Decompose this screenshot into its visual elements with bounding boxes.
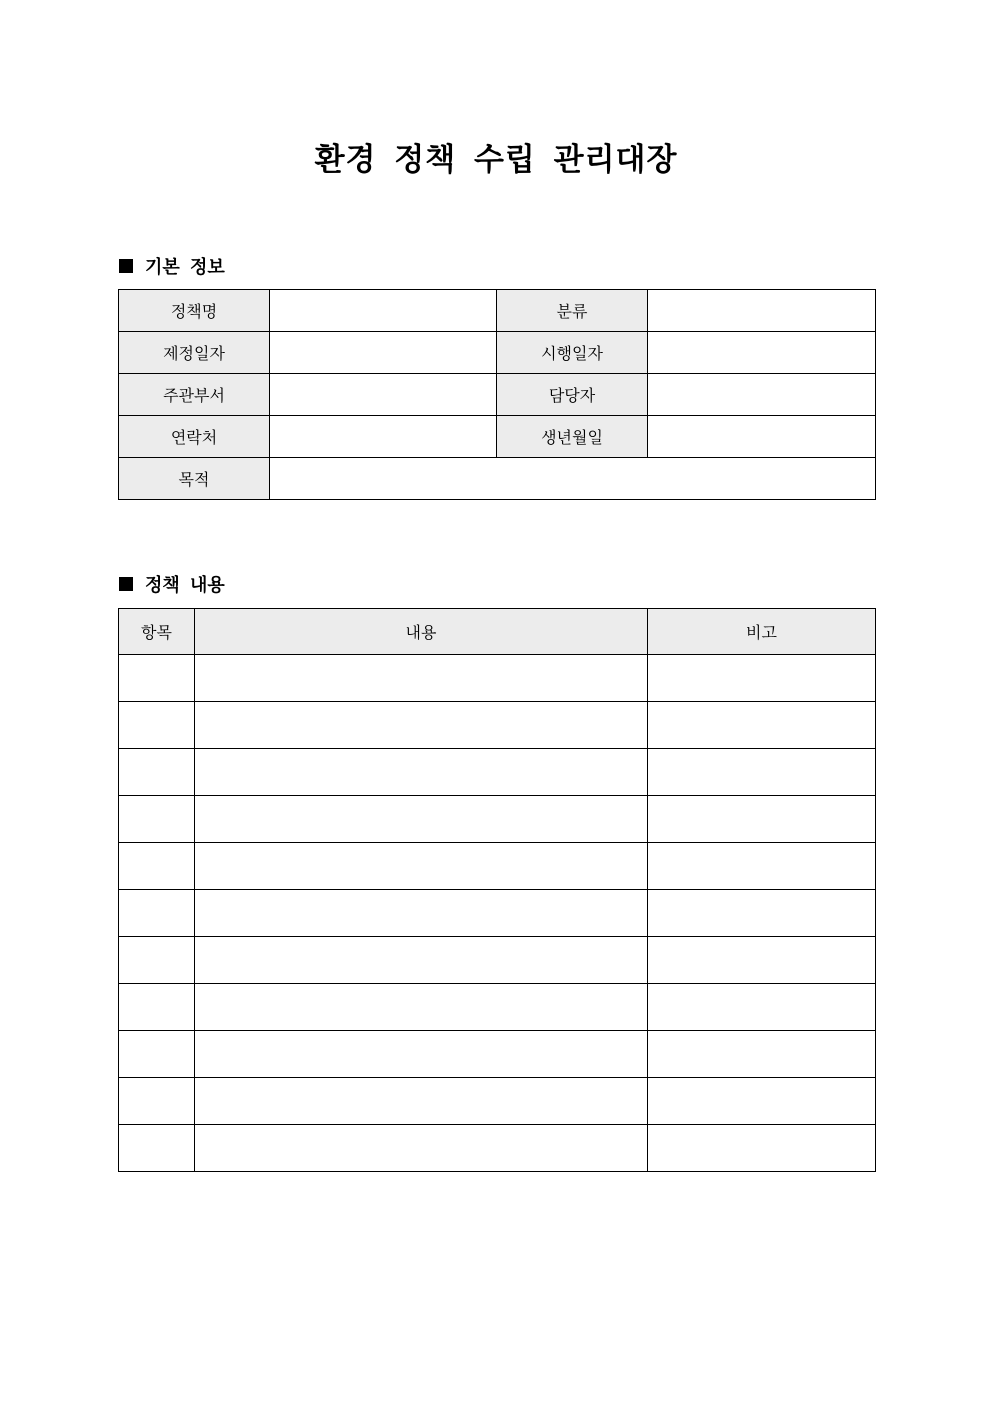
square-bullet-icon (119, 577, 133, 591)
table-row (119, 796, 876, 843)
table-row (119, 843, 876, 890)
column-header-item: 항목 (119, 609, 195, 655)
enactment-date-field[interactable] (270, 332, 497, 374)
column-header-remarks: 비고 (648, 609, 876, 655)
table-row (119, 890, 876, 937)
basic-info-heading-text: 기본 정보 (145, 257, 225, 278)
remarks-cell[interactable] (648, 702, 876, 749)
policy-content-heading (119, 571, 225, 597)
department-label: 주관부서 (119, 374, 270, 416)
contact-field[interactable] (270, 416, 497, 458)
table-row (119, 1078, 876, 1125)
remarks-cell[interactable] (648, 655, 876, 702)
manager-label: 담당자 (497, 374, 648, 416)
item-cell[interactable] (119, 984, 195, 1031)
item-cell[interactable] (119, 1078, 195, 1125)
effective-date-field[interactable] (648, 332, 876, 374)
column-header-content: 내용 (195, 609, 648, 655)
content-cell[interactable] (195, 890, 648, 937)
table-header-row (119, 609, 876, 655)
remarks-cell[interactable] (648, 749, 876, 796)
table-row (119, 702, 876, 749)
table-row (119, 1125, 876, 1172)
remarks-cell[interactable] (648, 1078, 876, 1125)
content-cell[interactable] (195, 1031, 648, 1078)
remarks-cell[interactable] (648, 843, 876, 890)
content-cell[interactable] (195, 1125, 648, 1172)
purpose-field[interactable] (270, 458, 876, 500)
table-row (119, 655, 876, 702)
table-row (119, 1031, 876, 1078)
info-row-department (119, 374, 876, 416)
item-cell[interactable] (119, 890, 195, 937)
enactment-date-label: 제정일자 (119, 332, 270, 374)
remarks-cell[interactable] (648, 937, 876, 984)
table-row (119, 984, 876, 1031)
manager-field[interactable] (648, 374, 876, 416)
remarks-cell[interactable] (648, 984, 876, 1031)
policy-name-label: 정책명 (119, 290, 270, 332)
birth-date-field[interactable] (648, 416, 876, 458)
contact-label: 연락처 (119, 416, 270, 458)
table-row (119, 937, 876, 984)
effective-date-label: 시행일자 (497, 332, 648, 374)
remarks-cell[interactable] (648, 796, 876, 843)
content-cell[interactable] (195, 843, 648, 890)
content-cell[interactable] (195, 1078, 648, 1125)
content-cell[interactable] (195, 796, 648, 843)
department-field[interactable] (270, 374, 497, 416)
info-row-policy-name (119, 290, 876, 332)
item-cell[interactable] (119, 937, 195, 984)
policy-name-field[interactable] (270, 290, 497, 332)
document-title: 환경 정책 수립 관리대장 (314, 142, 678, 178)
content-cell[interactable] (195, 655, 648, 702)
item-cell[interactable] (119, 1031, 195, 1078)
remarks-cell[interactable] (648, 1031, 876, 1078)
category-field[interactable] (648, 290, 876, 332)
info-row-dates (119, 332, 876, 374)
info-row-purpose (119, 458, 876, 500)
purpose-label: 목적 (119, 458, 270, 500)
item-cell[interactable] (119, 796, 195, 843)
birth-date-label: 생년월일 (497, 416, 648, 458)
basic-info-table (118, 289, 876, 500)
basic-info-heading (119, 253, 225, 279)
item-cell[interactable] (119, 843, 195, 890)
policy-content-heading-text: 정책 내용 (145, 575, 225, 596)
remarks-cell[interactable] (648, 1125, 876, 1172)
item-cell[interactable] (119, 655, 195, 702)
content-cell[interactable] (195, 749, 648, 796)
square-bullet-icon (119, 259, 133, 273)
item-cell[interactable] (119, 1125, 195, 1172)
item-cell[interactable] (119, 749, 195, 796)
policy-content-table (118, 608, 876, 1172)
category-label: 분류 (497, 290, 648, 332)
content-cell[interactable] (195, 937, 648, 984)
item-cell[interactable] (119, 702, 195, 749)
info-row-contact (119, 416, 876, 458)
content-cell[interactable] (195, 702, 648, 749)
content-cell[interactable] (195, 984, 648, 1031)
table-row (119, 749, 876, 796)
remarks-cell[interactable] (648, 890, 876, 937)
